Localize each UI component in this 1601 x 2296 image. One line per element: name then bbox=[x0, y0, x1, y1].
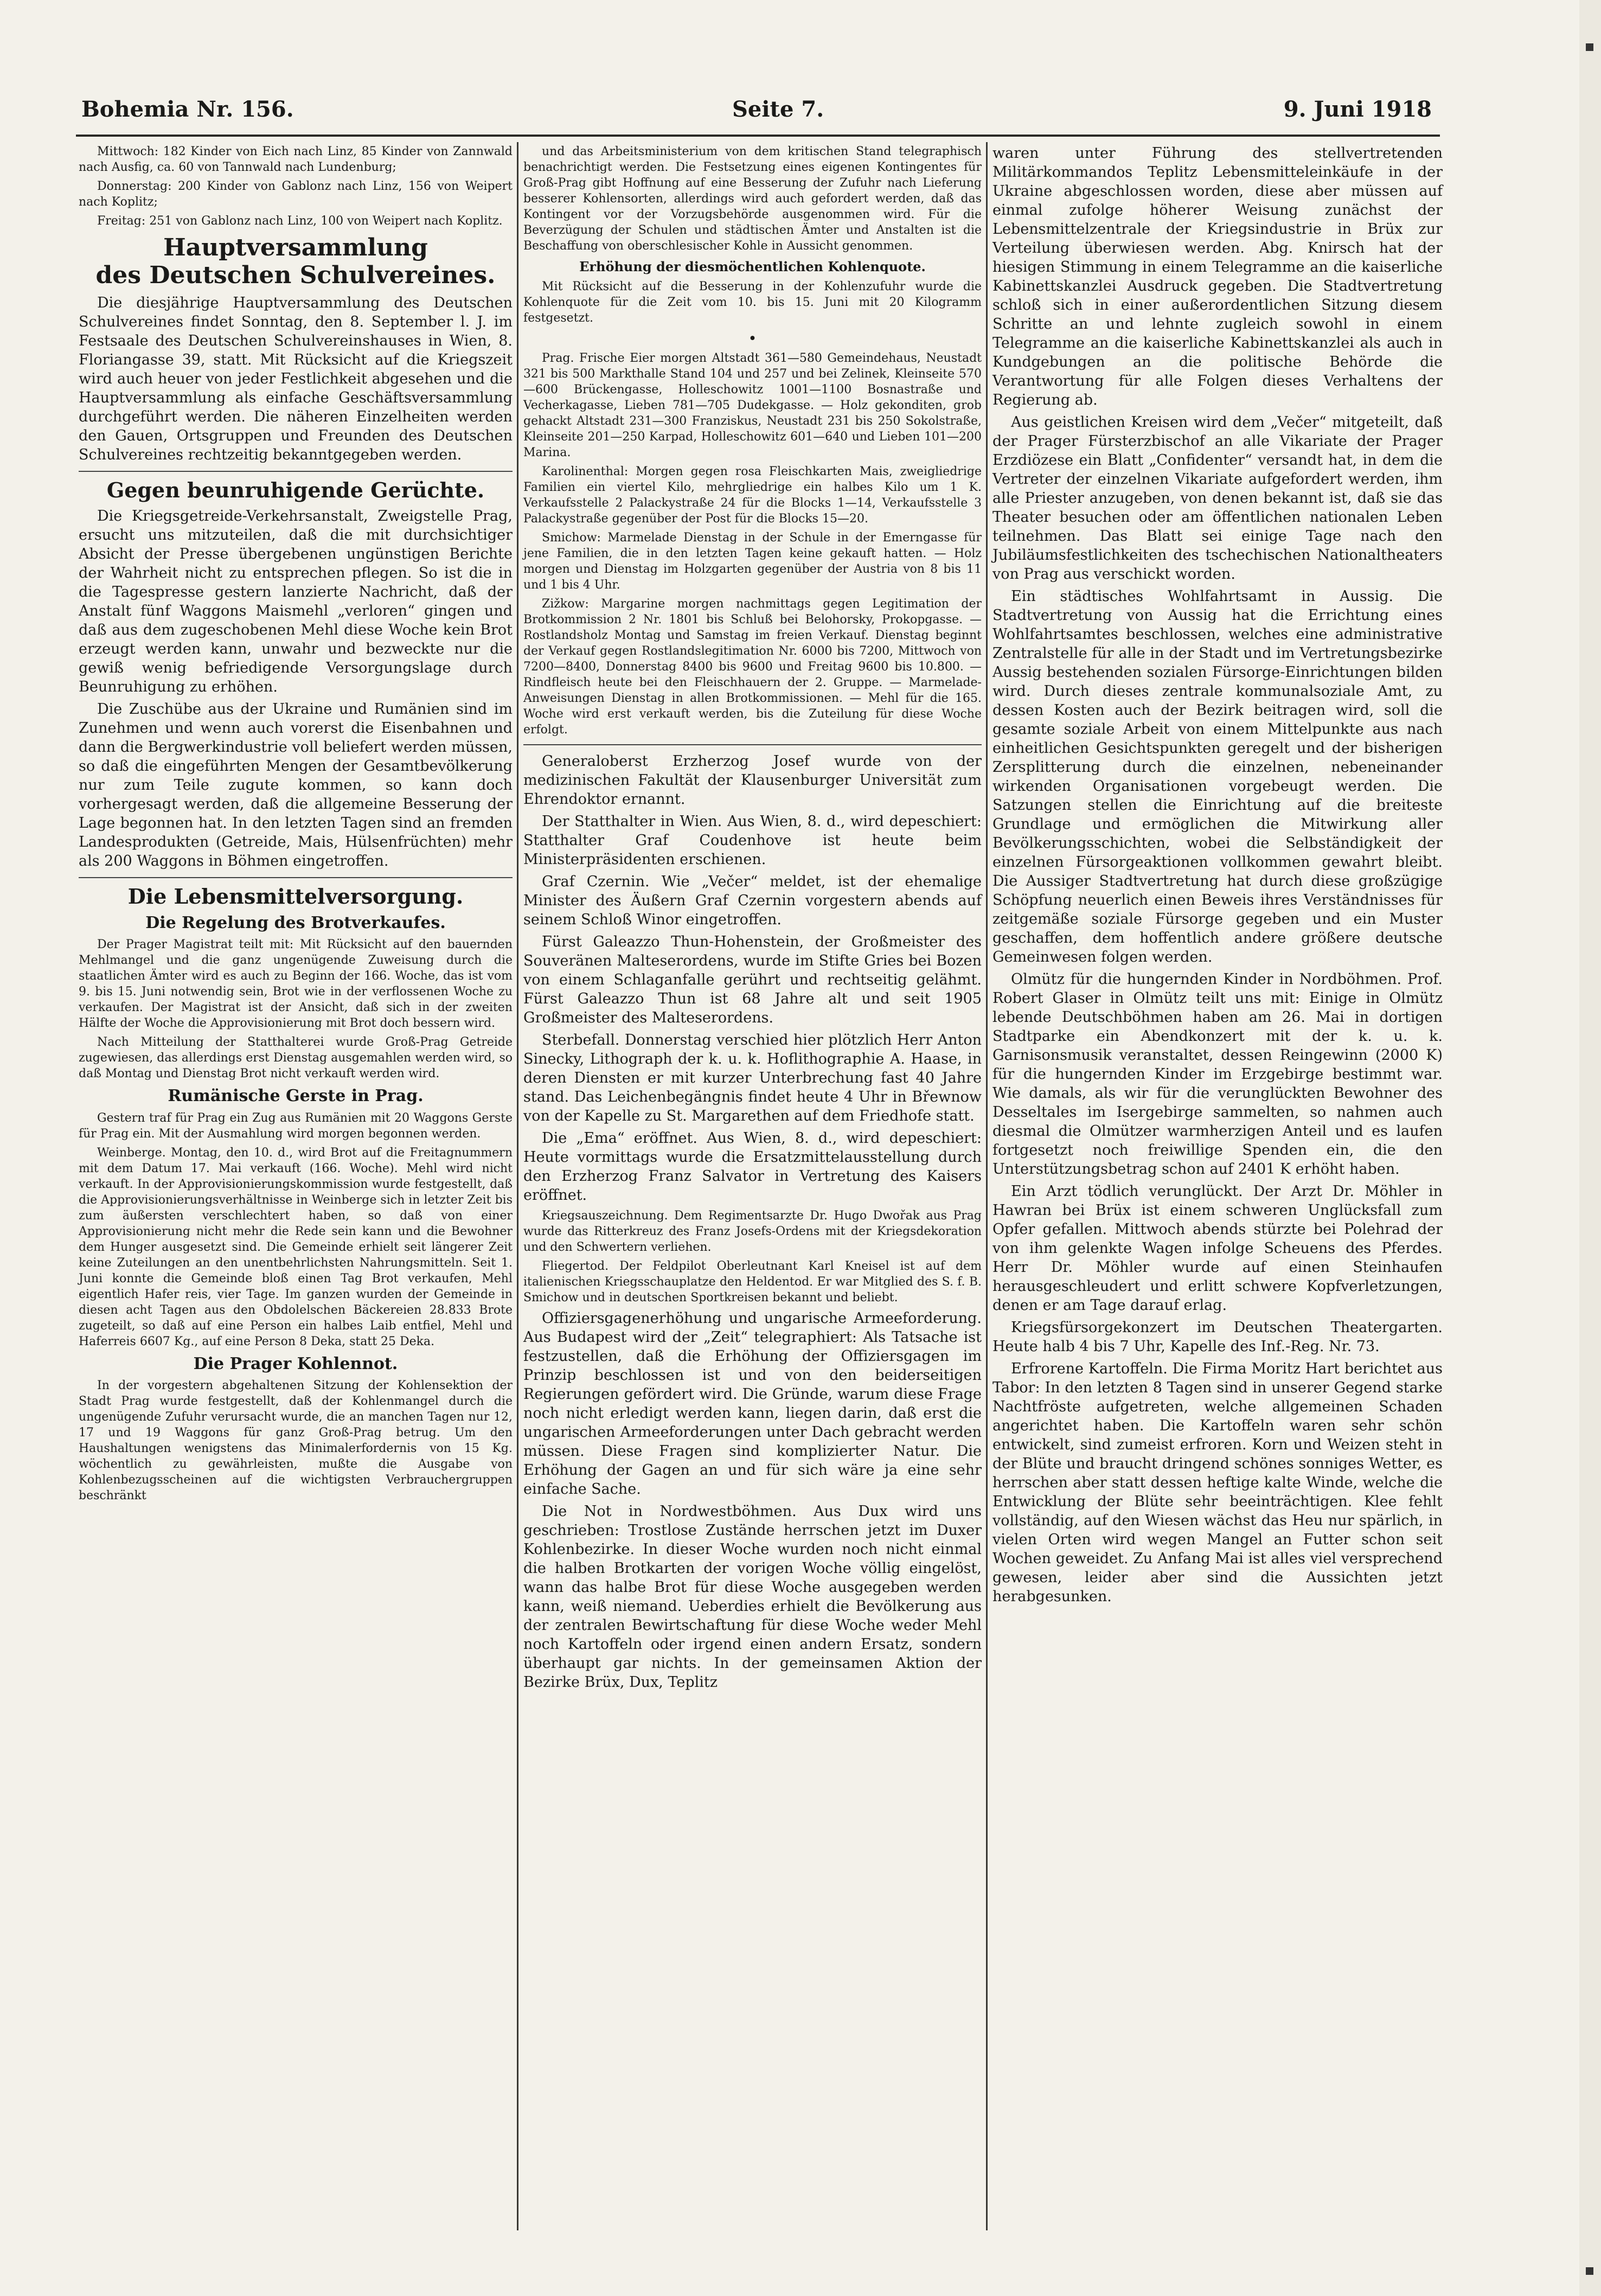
article-paragraph: Die Kriegsgetreide-Verkehrsanstalt, Zweigstelle Prag, ersucht uns mitzuteilen, daß die mit durchsichtiger Absicht der Presse übergebenen ungünstigen Berichte der Wahrheit nicht zu entsprechen pflegen. So ist die in die Tagespresse gestern lanzierte Nachricht, daß der Anstalt fünf Waggons Maismehl „verloren“ gingen und daß aus dem zugeschobenen Mehl diese Woche kein Brot erzeugt werden kann, unwahr und bezweckte nur die gewiß wenig befriedigende Versorgungslage durch Beunruhigung zu erhöhen. bbox=[79, 507, 513, 695]
article-paragraph: Die „Ema“ eröffnet. Aus Wien, 8. d., wird depeschiert: Heute vormittags wurde die Ersatzmittelausstellung durch den Erzherzog Franz Salvator in Vertretung des Kaisers eröffnet. bbox=[523, 1129, 982, 1204]
intro-line: Mittwoch: 182 Kinder von Eich nach Linz, 85 Kinder von Zannwald nach Ausfig, ca. 60 von Tannwald nach Lundenburg; bbox=[79, 145, 513, 174]
article-paragraph: Die Zuschübe aus der Ukraine und Rumänien sind im Zunehmen und wenn auch vorerst die Eisenbahnen und dann die Bergwerkindustrie voll beliefert werden müssen, so daß die eingeführten Mengen der Gesamtbevölkerung nur zum Teile zugute kommen, so kann doch vorhergesagt werden, daß die allgemeine Besserung der Lage begonnen hat. In den letzten Tagen sind an fremden Landesprodukten (Getreide, Mais, Hülsenfrüchten) mehr als 200 Waggons in Böhmen eingetroffen. bbox=[79, 700, 513, 869]
scan-marker-icon bbox=[1586, 2267, 1593, 2275]
subheadline-brotverkauf: Die Regelung des Brotverkaufes. bbox=[145, 913, 446, 932]
column-divider-2 bbox=[986, 142, 988, 2230]
article-paragraph: Olmütz für die hungernden Kinder in Nordböhmen. Prof. Robert Glaser in Olmütz teilt uns mit: Einige in Olmütz lebende Deutschböhmen haben am 26. Mai in dortigen Stadtparke ein Abendkonzert mit der k. u. k. Garnisonsmusik veranstaltet, dessen Reingewinn (2000 K) für die hungernden Kinder im Erzgebirge bestimmt war. Wie damals, als wir für die verunglückten Bewohner des Desseltales im Isergebirge sammelten, so nahmen auch diesmal die Olmützer warmherzigen Anteil und es laufen fortgesetzt noch freiwillige Spenden ein, die den Unterstützungsbetrag schon auf 2401 K erhöht haben. bbox=[992, 971, 1443, 1178]
separator bbox=[523, 744, 982, 745]
article-paragraph: Der Prager Magistrat teilt mit: Mit Rücksicht auf den bauernden Mehlmangel und die ganz ungenügende Zuweisung durch die staatlichen Ämter wird es auch zu Beginn der 166. Woche, das ist vom 9. bis 15. Juni notwendig sein, Brot wie in der verflossenen Woche zu verkaufen. Der Magistrat ist der Ansicht, daß sich in der zweiten Hälfte der Woche die Approvisionierung mit Brot doch bessern wird. bbox=[79, 938, 513, 1031]
article-paragraph: Gestern traf für Prag ein Zug aus Rumänien mit 20 Waggons Gerste für Prag ein. Mit der Ausmahlung wird morgen begonnen werden. bbox=[79, 1111, 513, 1141]
article-paragraph: Aus geistlichen Kreisen wird dem „Večer“ mitgeteilt, daß der Prager Fürsterzbischof an alle Vikariate der Prager Erzdiözese ein Blatt „Confidenter“ versandt hat, in dem die Vertreter der einzelnen Vikariate aufgefordert werden, ihm alle Priester anzugeben, von denen bekannt ist, daß sie das Theater besuchen oder am öffentlichen nationalen Leben teilnehmen. Das Blatt sei einige Tage nach den Jubiläumsfestlichkeiten des tschechischen Nationaltheaters von Prag aus verschickt worden. bbox=[992, 414, 1443, 583]
article-paragraph: waren unter Führung des stellvertretenden Militärkommandos Teplitz Lebensmitteleinkäufe in der Ukraine abgeschlossen worden, diese aber müssen auf einmal zufolge höherer Weisung zunächst der Lebensmittelzentrale der Kriegsindustrie in Brüx zur Verteilung überwiesen werden. Abg. Knirsch hat der hiesigen Stimmung in einem Telegramme an die kaiserliche Kabinettskanzlei Ausdruck gegeben. Die Stadtvertretung schloß sich in einer außerordentlichen Sitzung diesem Schritte an und lehnte zugleich sowohl in einem Telegramme an die kaiserliche Kabinettskanzlei als auch in Kundgebungen an die politische Behörde die Verantwortung für alle Folgen dieses Verhaltens der Regierung ab. bbox=[992, 145, 1443, 408]
headline-hauptversammlung: Hauptversammlung des Deutschen Schulvereines. bbox=[95, 234, 496, 289]
article-paragraph: Nach Mitteilung der Statthalterei wurde Groß-Prag Getreide zugewiesen, das allerdings erst Dienstag ausgemahlen werden wird, so daß Montag und Dienstag Brot nicht verkauft werden wird. bbox=[79, 1035, 513, 1081]
column-3 bbox=[992, 144, 1443, 1609]
article-paragraph: Ein Arzt tödlich verunglückt. Der Arzt Dr. Möhler in Hawran bei Brüx ist einem schweren Unglücksfall zum Opfer gefallen. Mittwoch abends stürzte bei Polehrad der von ihm gelenkte Wagen infolge Scheuens des Pferdes. Herr Dr. Möhler wurde auf einen Steinhaufen herausgeschleudert und erlitt schwere Kopfverletzungen, denen er am Tage darauf erlag. bbox=[992, 1183, 1443, 1314]
article-paragraph: Die Not in Nordwestböhmen. Aus Dux wird uns geschrieben: Trostlose Zustände herrschen jetzt im Duxer Kohlenbezirke. In dieser Woche wurden noch nicht einmal die halben Brotkarten der vorigen Woche völlig eingelöst, wann das halbe Brot für diese Woche ausgegeben werden kann, weiß niemand. Ueberdies erhielt die Bevölkerung aus der zentralen Bewirtschaftung für diese Woche weder Mehl noch Kartoffeln oder irgend einen andern Ersatz, sondern überhaupt gar nichts. In der gemeinsamen Aktion der Bezirke Brüx, Dux, Teplitz bbox=[523, 1502, 982, 1691]
scan-edge-strip bbox=[1579, 0, 1601, 2296]
article-paragraph: Erfrorene Kartoffeln. Die Firma Moritz Hart berichtet aus Tabor: In den letzten 8 Tagen sind in unserer Gegend starke Nachtfröste aufgetreten, welche allgemeinen Schaden angerichtet haben. Die Kartoffeln waren sehr schön entwickelt, sind zumeist erfroren. Korn und Weizen steht in der Blüte und braucht dringend schönes sonniges Wetter, es herrschen aber statt dessen heftige kalte Winde, welche die Entwicklung der Blüte sehr beeinträchtigen. Klee fehlt vollständig, auf den Wiesen wächst das Heu nur spärlich, in vielen Orten wird wegen Mangel an Futter schon seit Wochen geweidet. Zu Anfang Mai ist alles viel versprechend gewesen, leider aber sind die Aussichten jetzt herabgesunken. bbox=[992, 1360, 1443, 1605]
article-paragraph: Zižkow: Margarine morgen nachmittags gegen Legitimation der Brotkommission 2 Nr. 1801 bis Schluß bei Belohorsky, Prokopgasse. — Rostlandsholz Montag und Samstag im freien Verkauf. Dienstag beginnt der Verkauf gegen Rostlandslegitimation Nr. 6000 bis 7200, Mittwoch von 7200—8400, Donnerstag 8400 bis 9600 und Freitag 9600 bis 10.800. — Rindfleisch heute bei den Fleischhauern der 2. Gruppe. — Marmelade-Anweisungen Dienstag in allen Brotkommissionen. — Mehl für die 165. Woche wird erst verkauft werden, bis die Zuteilung für diese Woche erfolgt. bbox=[523, 597, 982, 737]
article-paragraph: Smichow: Marmelade Dienstag in der Schule in der Emerngasse für jene Familien, die in den letzten Tagen keine gekauft hatten. — Holz morgen und Dienstag im Holzgarten gegenüber der Austria von 8 bis 11 und 1 bis 4 Uhr. bbox=[523, 530, 982, 592]
header-issue: Bohemia Nr. 156. bbox=[81, 97, 294, 122]
article-paragraph: Kriegsfürsorgekonzert im Deutschen Theatergarten. Heute halb 4 bis 7 Uhr, Kapelle des Inf.-Reg. Nr. 73. bbox=[992, 1319, 1443, 1355]
article-paragraph: Graf Czernin. Wie „Večer“ meldet, ist der ehemalige Minister des Äußern Graf Czernin vorgestern abends auf seinem Schloß Winor eingetroffen. bbox=[523, 873, 982, 928]
article-paragraph: Weinberge. Montag, den 10. d., wird Brot auf die Freitagnummern mit dem Datum 17. Mai verkauft (166. Woche). Mehl wird nicht verkauft. In der Approvisionierungskommission wurde festgestellt, daß die Approvisionierungsverhältnisse in Weinberge sich in letzter Zeit bis zum äußersten verschlechtert haben, so daß von einer Approvisionierung nicht mehr die Rede sein kann und die Bewohner dem Hunger ausgesetzt sind. Die Gemeinde erhielt seit längerer Zeit keine Zuteilungen an den unentbehrlichsten Nahrungsmitteln. Seit 1. Juni konnte die Gemeinde bloß einen Tag Brot verkaufen, Mehl eigentlich Hafer reis, vier Tage. Im ganzen wurden der Gemeinde in diesen acht Tagen aus den Obdolelschen Bäckereien 28.833 Brote zugeteilt, so daß auf eine Person ein halbes Laib entfiel, Mehl und Haferreis 6607 Kg., auf eine Person 8 Deka, statt 25 Deka. bbox=[79, 1146, 513, 1348]
article-paragraph: Fliegertod. Der Feldpilot Oberleutnant Karl Kneisel ist auf dem italienischen Kriegsschauplatze den Heldentod. Er war Mitglied des S. f. B. Smichow und in deutschen Sportkreisen bekannt und beliebt. bbox=[523, 1259, 982, 1304]
article-paragraph: Prag. Frische Eier morgen Altstadt 361—580 Gemeindehaus, Neustadt 321 bis 500 Markthalle Stand 104 und 257 und bei Zelinek, Kleinseite 570—600 Brückengasse, Holleschowitz 1001—1100 Bosnastraße und Vecherkagasse, Lieben 781—705 Dudekgasse. — Holz gekonditen, grob gehackt Altstadt 231—300 Franziskus, Neustadt 231 bis 250 Sokolstraße, Kleinseite 201—250 Karpad, Holleschowitz 601—640 und Lieben 101—200 Marina. bbox=[523, 351, 982, 459]
headline-kohlennot: Die Prager Kohlennot. bbox=[193, 1354, 398, 1373]
article-paragraph: Die diesjährige Hauptversammlung des Deutschen Schulvereines findet Sonntag, den 8. September l. J. im Festsaale des Deutschen Schulvereinshauses in Wien, 8. Floriangasse 39, statt. Mit Rücksicht auf die Kriegszeit wird auch heuer von jeder Festlichkeit abgesehen und die Hauptversammlung als einfache Geschäftsversammlung durchgeführt werden. Die näheren Einzelheiten werden den Gauen, Ortsgruppen und Freunden des Deutschen Schulvereines rechtzeitig bekanntgegeben werden. bbox=[79, 295, 513, 464]
header-date: 9. Juni 1918 bbox=[1283, 97, 1432, 122]
separator bbox=[79, 471, 513, 472]
column-divider-1 bbox=[517, 142, 518, 2230]
page-header bbox=[76, 92, 1437, 130]
column-1 bbox=[79, 144, 513, 1507]
headline-lebensmittel: Die Lebensmittelversorgung. bbox=[127, 884, 464, 909]
separator bbox=[79, 877, 513, 878]
column-2 bbox=[523, 144, 982, 1695]
scan-marker-icon bbox=[1586, 43, 1593, 51]
article-paragraph: In der vorgestern abgehaltenen Sitzung der Kohlensektion der Stadt Prag wurde festgestellt, daß der Kohlenmangel durch die ungenügende Zufuhr verursacht wurde, die an manchen Tagen nur 12, 17 und 19 Waggons für ganz Groß-Prag betrug. Um den Haushaltungen wenigstens das Minimalerfordernis von 15 Kg. wöchentlich zu gewährleisten, mußte die Ausgabe von Kohlenbezugsscheinen auf die wichtigsten Verbrauchergruppen beschränkt bbox=[79, 1379, 513, 1503]
article-paragraph: Karolinenthal: Morgen gegen rosa Fleischkarten Mais, zweigliedrige Familien ein viertel Kilo, mehrgliedrige ein halbes Kilo um 1 K. Verkaufsstelle 2 Palackystraße 24 für die Blocks 1—14, Verkaufsstelle 3 Palackystraße gegenüber der Post für die Blocks 15—20. bbox=[523, 464, 982, 526]
article-paragraph: Der Statthalter in Wien. Aus Wien, 8. d., wird depeschiert: Statthalter Graf Coudenhove ist heute beim Ministerpräsidenten erschienen. bbox=[523, 813, 982, 868]
article-paragraph: Generaloberst Erzherzog Josef wurde von der medizinischen Fakultät der Klausenburger Universität zum Ehrendoktor ernannt. bbox=[523, 752, 982, 808]
article-paragraph: Kriegsauszeichnung. Dem Regimentsarzte Dr. Hugo Dwořak aus Prag wurde das Ritterkreuz des Franz Josefs-Ordens mit der Kriegsdekoration und den Schwertern verliehen. bbox=[523, 1208, 982, 1254]
separator-dot: • bbox=[748, 330, 757, 347]
article-paragraph: Fürst Galeazzo Thun-Hohenstein, der Großmeister des Souveränen Malteserordens, wurde im Stifte Gries bei Bozen von einem Schlaganfalle gerührt und rechtseitig gelähmt. Fürst Galeazzo Thun ist 68 Jahre alt und seit 1905 Großmeister des Malteserordens. bbox=[523, 933, 982, 1026]
intro-line: Donnerstag: 200 Kinder von Gablonz nach Linz, 156 von Weipert nach Koplitz; bbox=[79, 180, 513, 209]
header-page-number: Seite 7. bbox=[732, 97, 824, 122]
headline-gerste: Rumänische Gerste in Prag. bbox=[168, 1086, 424, 1106]
article-paragraph: Mit Rücksicht auf die Besserung in der Kohlenzufuhr wurde die Kohlenquote für die Zeit vom 10. bis 15. Juni mit 20 Kilogramm festgesetzt. bbox=[523, 279, 982, 325]
headline-geruechte: Gegen beunruhigende Gerüchte. bbox=[106, 478, 485, 503]
article-paragraph: Ein städtisches Wohlfahrtsamt in Aussig. Die Stadtvertretung von Aussig hat die Errichtung eines Wohlfahrtsamtes beschlossen, welches eine administrative Zentralstelle für alle in der Stadt und im Vertretungsbezirke Aussig bestehenden sozialen Fürsorge-Einrichtungen bilden wird. Durch dieses zentrale kommunalsoziale Amt, zu dessen Kosten auch der Bezirk beitragen wird, soll die gesamte soziale Arbeit von einem Mittelpunkte aus nach einheitlichen Gesichtspunkten geregelt und der bisherigen Zersplitterung durch die einzelnen, nebeneinander wirkenden Organisationen vorgebeugt werden. Die Satzungen stellen die Einrichtung auf die breiteste Grundlage und ermöglichen die Mitwirkung aller Bevölkerungsschichten, wobei die Selbständigkeit der einzelnen Fürsorgeaktionen vollkommen gewahrt bleibt. Die Aussiger Stadtvertretung hat durch diese großzügige Schöpfung neuerlich einen Beweis ihres Verständnisses für zeitgemäße soziale Fürsorge gegeben und ein Muster geschaffen, dem hoffentlich andere größere deutsche Gemeinwesen folgen werden. bbox=[992, 588, 1443, 965]
headline-kohlenquote: Erhöhung der diesmöchentlichen Kohlenquote. bbox=[579, 259, 926, 274]
article-paragraph: Sterbefall. Donnerstag verschied hier plötzlich Herr Anton Sinecky, Lithograph der k. u. k. Hoflithographie A. Haase, in deren Diensten er mit kurzer Unterbrechung fast 40 Jahre stand. Das Leichenbegängnis findet heute 4 Uhr in Břewnow von der Kapelle zu St. Margarethen auf dem Friedhofe statt. bbox=[523, 1031, 982, 1124]
header-rule bbox=[76, 135, 1440, 137]
intro-line: Freitag: 251 von Gablonz nach Linz, 100 von Weipert nach Koplitz. bbox=[97, 214, 503, 228]
article-paragraph: Offiziersgagenerhöhung und ungarische Armeeforderung. Aus Budapest wird der „Zeit“ telegraphiert: Als Tatsache ist festzustellen, daß die Erhöhung der Offiziersgagen im Prinzip beschlossen ist und von den beiderseitigen Regierungen gefördert wird. Die Gründe, warum diese Frage noch nicht erledigt werden kann, liegen darin, daß erst die ungarischen Armeeforderungen unter Dach gebracht werden müssen. Diese Fragen sind komplizierter Natur. Die Erhöhung der Gagen an und für sich wäre ja eine sehr einfache Sache. bbox=[523, 1309, 982, 1498]
article-paragraph: und das Arbeitsministerium von dem kritischen Stand telegraphisch benachrichtigt werden. Die Festsetzung eines eigenen Kontingentes für Groß-Prag gibt Hoffnung auf eine Besserung der Zufuhr nach Lieferung besserer Kohlensorten, allerdings wird auch gefordert werden, daß das Kontingent vor der Vorzugsbehörde ausgenommen wird. Für die Beverzügung der Schulen und städtischen Ämter und Anstalten ist die Beschaffung von oberschlesischer Kohle in Aussicht genommen. bbox=[523, 145, 982, 253]
